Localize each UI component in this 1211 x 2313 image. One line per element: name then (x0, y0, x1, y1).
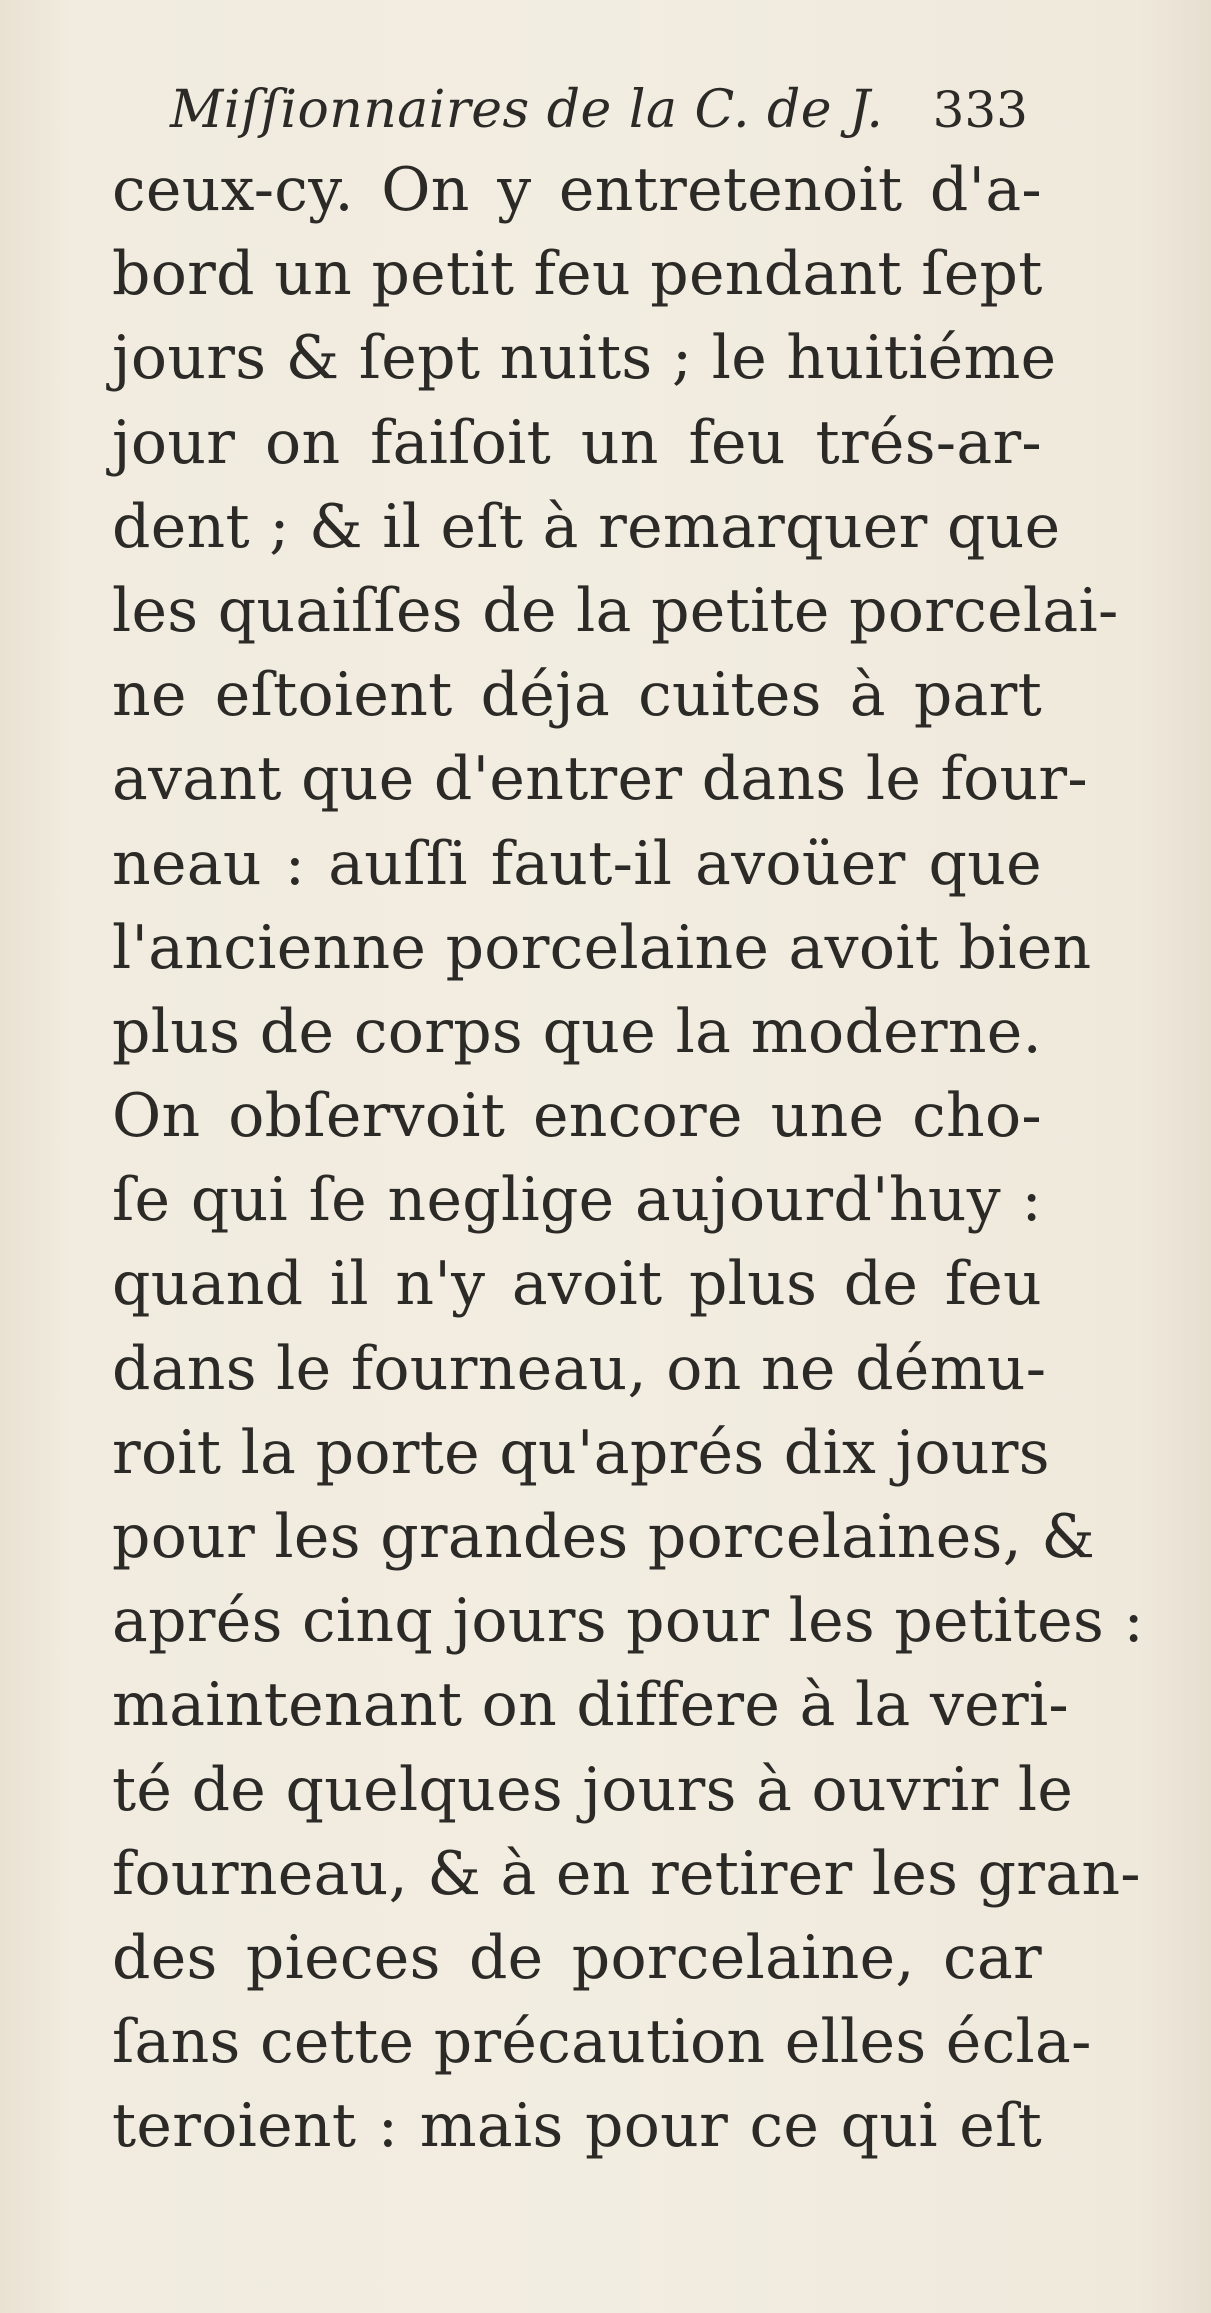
text-line: ſe qui ſe neglige aujourd'huy : (112, 1165, 1042, 1236)
text-line: bord un petit feu pendant ſept (112, 239, 1043, 310)
text-line: fourneau, & à en retirer les gran- (112, 1838, 1141, 1909)
text-line: té de quelques jours à ouvrir le (112, 1754, 1074, 1825)
text-line: jour on faiſoit un feu trés-ar- (112, 407, 1042, 478)
text-line: dent ; & il eſt à remarquer que (112, 491, 1061, 562)
text-line: des pieces de porcelaine, car (112, 1922, 1042, 1993)
body-text (112, 148, 1144, 2169)
text-line: ceux-cy. On y entretenoit d'a- (112, 155, 1042, 225)
text-line: ne eſtoient déja cuites à part (112, 660, 1042, 731)
text-line: On obſervoit encore une cho- (112, 1081, 1042, 1152)
running-head (170, 70, 1040, 150)
text-line: l'ancienne porcelaine avoit bien (112, 912, 1092, 983)
text-line: les quaiſſes de la petite porcelai- (112, 575, 1119, 646)
text-line: aprés cinq jours pour les petites : (112, 1586, 1144, 1657)
text-line: plus de corps que la moderne. (112, 996, 1042, 1067)
text-line: ſans cette précaution elles écla- (112, 2007, 1092, 2078)
text-line: jours & ſept nuits ; le huitiéme (112, 323, 1057, 394)
text-line: quand il n'y avoit plus de feu (112, 1249, 1042, 1320)
text-line: dans le fourneau, on ne dému- (112, 1333, 1047, 1404)
text-line: avant que d'entrer dans le four- (112, 744, 1088, 815)
text-line: neau : auſſi faut-il avoüer que (112, 828, 1042, 899)
text-line: roit la porte qu'aprés dix jours (112, 1417, 1050, 1488)
text-line: pour les grandes porcelaines, & (112, 1502, 1096, 1572)
text-line: teroient : mais pour ce qui eſt (112, 2091, 1042, 2162)
text-line: maintenant on differe à la veri- (112, 1670, 1070, 1741)
page-number: 333 (932, 81, 1028, 139)
running-title: Miſſionnaires de la C. de J. (170, 80, 884, 140)
